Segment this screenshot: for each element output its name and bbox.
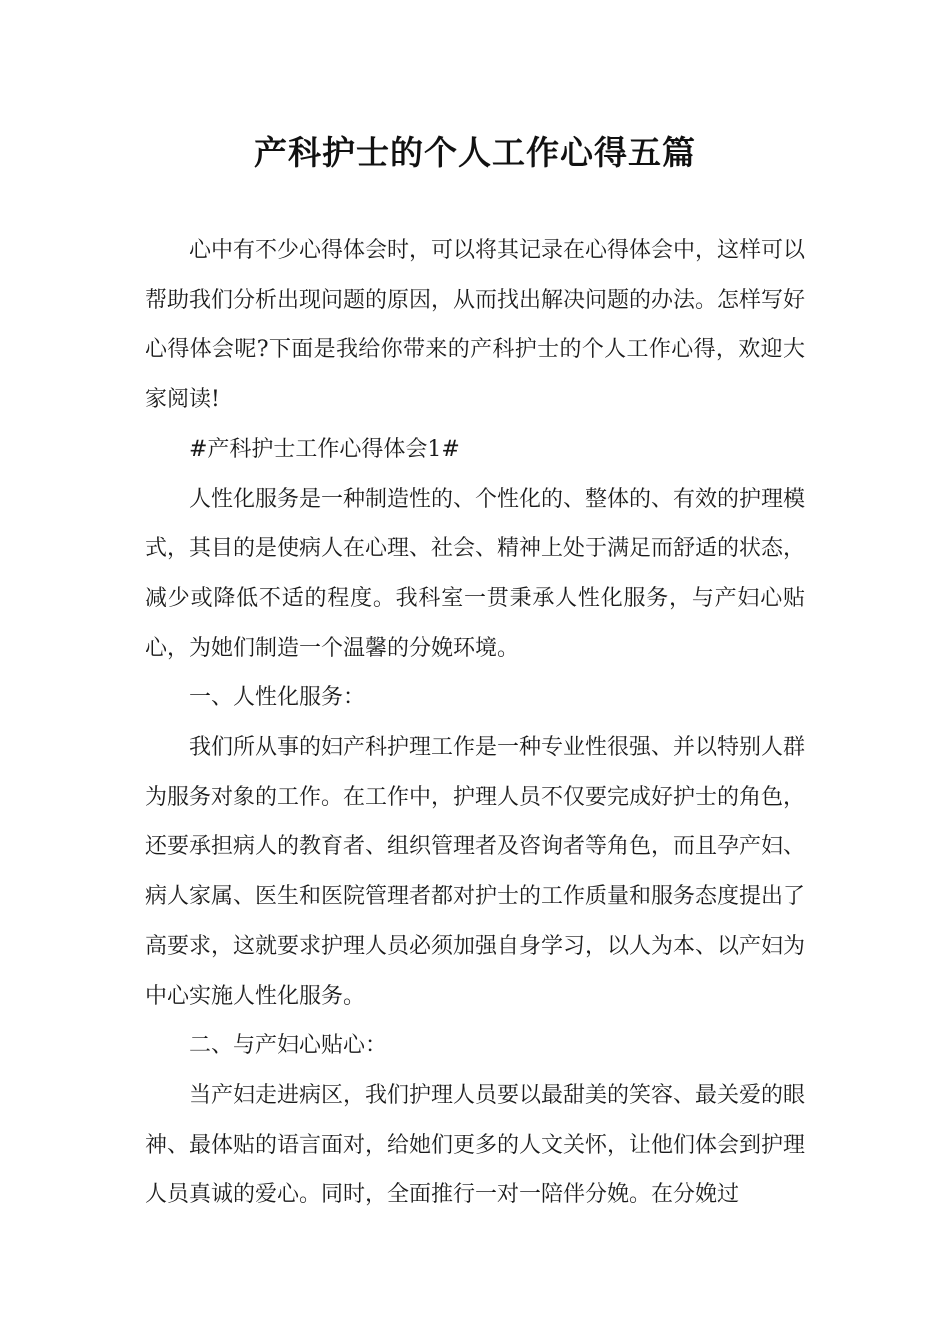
paragraph-humanized-care: 人性化服务是一种制造性的、个性化的、整体的、有效的护理模式，其目的是使病人在心理、社会、精神上处于满足而舒适的状态，减少或降低不适的程度。我科室一贯秉承人性化服务，与产妇心贴心，为她们制造一个温馨的分娩环境。 xyxy=(145,486,806,661)
paragraph-intro: 心中有不少心得体会时，可以将其记录在心得体会中，这样可以帮助我们分析出现问题的原因，从而找出解决问题的办法。怎样写好心得体会呢?下面是我给你带来的产科护士的个人工作心得，欢迎大家阅读! xyxy=(145,238,806,413)
subheading-close-to-mothers: 二、与产妇心贴心： xyxy=(189,1033,388,1059)
paragraph-nursing-work: 我们所从事的妇产科护理工作是一种专业性很强、并以特别人群为服务对象的工作。在工作中，护理人员不仅要完成好护士的角色，还要承担病人的教育者、组织管理者及咨询者等角色，而且孕产妇、病人家属、医生和医院管理者都对护士的工作质量和服务态度提出了高要求，这就要求护理人员必须加强自身学习，以人为本、以产妇为中心实施人性化服务。 xyxy=(145,735,806,1009)
subheading-humanized-service: 一、人性化服务： xyxy=(189,685,366,711)
document-title: 产科护士的个人工作心得五篇 xyxy=(254,133,696,172)
section-heading-1: #产科护士工作心得体会1# xyxy=(189,436,460,462)
paragraph-welcoming-mothers: 当产妇走进病区，我们护理人员要以最甜美的笑容、最关爱的眼神、最体贴的语言面对，给她们更多的人文关怀，让他们体会到护理人员真诚的爱心。同时，全面推行一对一陪伴分娩。在分娩过 xyxy=(145,1082,806,1208)
document-body xyxy=(145,226,805,1220)
